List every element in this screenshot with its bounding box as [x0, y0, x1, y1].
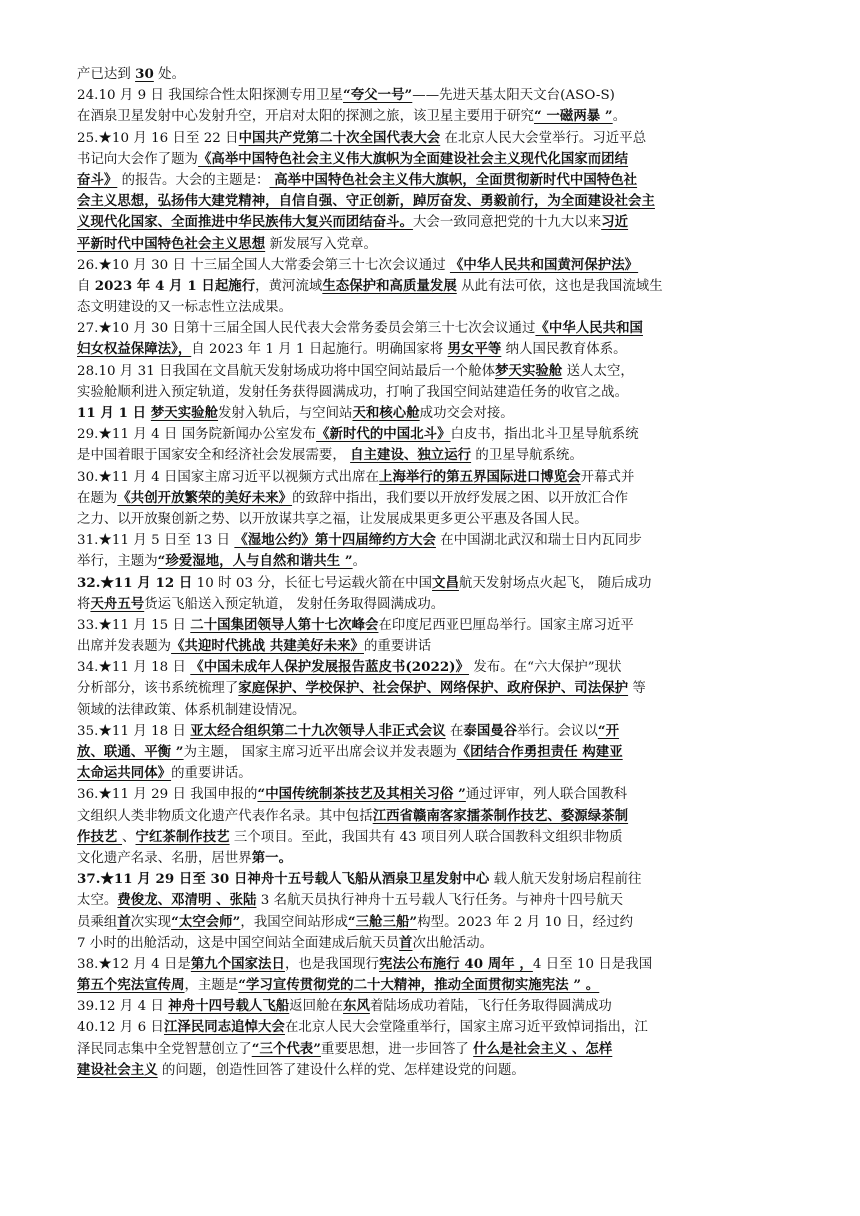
text-segment: 3 名航天员执行神舟十五号载人飞行任务。与神舟十四号航天	[256, 893, 624, 909]
text-segment: 4 日至 10 日是我国	[532, 956, 653, 972]
text-segment: 大会一致同意把党的十九大以来	[413, 215, 602, 231]
underlined-answer: 宁红茶制作技艺	[135, 828, 230, 845]
underlined-answer: 会主义思想，弘扬伟大建党精神，自信自强、守正创新，踔厉奋发、勇毅前行，为全面建设社会主	[77, 193, 655, 210]
underlined-answer: 天舟五号	[90, 595, 145, 612]
underlined-answer: 中国共产党第二十次全国代表大会	[238, 129, 441, 146]
text-segment: 文化遗产名录、名册，居世界	[77, 850, 252, 866]
text-segment: ，也是我国现行	[284, 956, 380, 972]
text-segment: 载人航天发射场启程前往	[489, 872, 642, 888]
text-line	[77, 784, 790, 805]
text-line	[77, 890, 790, 911]
underlined-answer: 平新时代中国特色社会主义思想	[77, 235, 266, 252]
underlined-answer: 江西省赣南客家擂茶制作技艺、婺源绿茶制	[372, 807, 629, 824]
text-line	[77, 509, 790, 530]
text-segment: 在	[445, 723, 464, 739]
text-segment: 泰国曼谷	[463, 722, 518, 739]
text-segment: 26.★10 月 30 日 十三届全国人大常委会第三十七次会议通过	[77, 257, 450, 273]
text-line	[77, 424, 790, 445]
underlined-answer: 什么是社会主义 、怎样	[473, 1040, 613, 1057]
text-segment: 通过评审，列人联合国教科	[465, 787, 628, 803]
underlined-answer: 建设社会主义	[77, 1061, 158, 1078]
underlined-answer: 奋斗》	[77, 171, 118, 188]
text-segment: 领域的法律政策、体系机制建设情况。	[77, 702, 306, 718]
text-segment: 泽民同志集中全党智慧创立了	[77, 1041, 252, 1057]
text-segment: 员乘组	[77, 914, 118, 930]
text-segment: 发射入轨后，与空间站	[218, 406, 353, 421]
document-body	[77, 64, 790, 1081]
text-line	[77, 975, 790, 996]
underlined-answer: 男女平等	[447, 341, 502, 358]
underlined-answer: 第九个国家法日	[190, 955, 285, 972]
underlined-answer: 《高举中国特色社会主义伟大旗帜为全面建设社会主义现代化国家而团结	[197, 150, 629, 167]
text-line	[77, 996, 790, 1017]
text-segment: 7 小时的出舱活动，这是中国空间站全面建成后航天员	[77, 935, 400, 951]
underlined-answer: 东风	[343, 998, 370, 1015]
underlined-answer: “中国传统制茶技艺及其相关习俗 ”	[257, 786, 466, 803]
underlined-answer: 义现代化国家、全面推进中华民族伟大复兴而团结奋斗。	[77, 214, 414, 231]
text-segment: 将	[77, 596, 91, 612]
underlined-answer: 梦天实验舱	[495, 362, 563, 379]
text-line	[77, 339, 790, 360]
text-line	[77, 85, 790, 106]
text-segment: 着陆场成功着陆，飞行任务取得圆满成功	[369, 999, 612, 1015]
text-line	[77, 149, 790, 170]
text-line	[77, 615, 790, 636]
text-line	[77, 657, 790, 678]
text-segment: 2023 年 4 月 1 日起施行	[94, 277, 256, 294]
underlined-answer: “开	[597, 722, 620, 739]
text-segment: 纳人国民教育体系。	[501, 342, 627, 358]
text-line	[77, 806, 790, 827]
text-segment: ，黄河流域	[255, 278, 323, 294]
text-segment: 三个项目。至此，我国共有 43 项目列人联合国教科文组织非物质	[229, 829, 623, 845]
text-line	[77, 445, 790, 466]
underlined-answer: 《共创开放繁荣的美好未来》	[117, 489, 293, 506]
underlined-answer: 《中华人民共和国黄河保护法》	[449, 256, 639, 273]
text-segment: ，主题是	[184, 978, 239, 994]
text-line	[77, 1017, 790, 1038]
text-segment: 31.★11 月 5 日至 13 日	[77, 533, 235, 549]
underlined-answer: 梦天实验舱	[150, 405, 219, 421]
underlined-answer: 天和核心舱	[352, 405, 420, 421]
text-segment: 分析部分，该书系统梳理了	[77, 681, 239, 697]
underlined-answer: 文昌	[432, 574, 459, 591]
text-segment: 28.10 月 31 日我国在文昌航天发射场成功将中国空间站最后一个舱体	[77, 363, 496, 379]
text-segment: 出席并发表题为	[77, 639, 172, 655]
text-segment: 货运飞船送入预定轨道， 发射任务取得圆满成功。	[144, 596, 445, 612]
text-segment: 的问题，创造性回答了建设什么样的党、怎样建设党的问题。	[157, 1062, 525, 1078]
underlined-answer: 亚太经合组织第二十九次领导人非正式会议	[190, 722, 446, 739]
text-line	[77, 361, 790, 382]
text-segment: 24.10 月 9 日 我国综合性太阳探测专用卫星	[77, 88, 343, 104]
text-segment: 40.12 月 6 日	[77, 1020, 164, 1036]
text-segment: 构型。2023 年 2 月 10 日，经过约	[417, 914, 634, 930]
text-line	[77, 488, 790, 509]
text-segment: 举行。会议以	[517, 723, 598, 739]
underlined-answer: 放、联通、平衡 ”	[77, 744, 184, 760]
text-segment: ——先进天基太阳天文台(ASO-S)	[412, 88, 615, 104]
text-segment: 33.★11 月 15 日	[77, 617, 191, 633]
text-segment: 书记向大会作了题为	[77, 151, 198, 167]
underlined-answer: 生态保护和高质量发展	[322, 277, 457, 294]
text-line	[77, 234, 790, 255]
text-segment: 在北京人民大会堂隆重举行，国家主席习近平致悼词指出，江	[284, 1020, 648, 1036]
text-line	[77, 1060, 790, 1081]
text-segment: 10 时 03 分，长征七号运载火箭在中国	[192, 575, 433, 591]
text-segment: 36.★11 月 29 日 我国申报的	[77, 787, 258, 803]
text-segment: 开幕式并	[580, 469, 635, 485]
underlined-answer: 上海举行的第五界国际进口博览会	[379, 468, 581, 485]
text-segment: 11 月 1 日	[77, 405, 151, 421]
text-line	[77, 467, 790, 488]
text-segment: 成功交会对接。	[419, 406, 514, 421]
text-line	[77, 212, 790, 233]
underlined-answer: 江泽民同志追悼大会	[163, 1019, 285, 1036]
text-segment: 37.★11 月 29 日至 30 日神舟十五号载人飞船从酒泉卫星发射中心	[77, 871, 490, 888]
underlined-answer: 首	[117, 913, 131, 930]
text-line	[77, 106, 790, 127]
text-segment: ，我国空间站形成	[240, 914, 348, 930]
text-line	[77, 721, 790, 742]
text-line	[77, 318, 790, 339]
text-segment: 自 2023 年 1 月 1 日起施行。明确国家将	[191, 342, 448, 358]
text-segment: 39.12 月 4 日	[77, 999, 169, 1015]
underlined-answer: 太命运共同体》	[77, 765, 172, 782]
text-line	[77, 954, 790, 975]
text-segment: 文组织人类非物质文化遗产代表作名录。其中包括	[77, 808, 373, 824]
underlined-answer: 《共迎时代挑战 共建美好未来》	[171, 638, 364, 655]
underlined-answer: 二十国集团领导人第十七次峰会	[190, 616, 379, 633]
underlined-answer: 《新时代的中国北斗》	[316, 426, 451, 443]
text-line	[77, 763, 790, 784]
underlined-answer: 第五个宪法宣传周	[77, 977, 185, 994]
underlined-answer: 高举中国特色社会主义伟大旗帜，全面贯彻新时代中国特色社	[269, 171, 638, 188]
text-segment: 在北京人民大会堂举行。习近平总	[440, 130, 647, 146]
text-line	[77, 255, 790, 276]
text-line	[77, 128, 790, 149]
text-segment: 的致辞中指出，我们要以开放纾发展之困、以开放汇合作	[292, 490, 629, 506]
text-segment: 的重要讲话。	[171, 766, 252, 782]
underlined-answer: “夸父一号”	[343, 87, 413, 104]
text-segment: 、	[122, 829, 136, 845]
text-line	[77, 403, 790, 424]
text-line	[77, 551, 790, 572]
text-segment: 产已达到	[77, 67, 136, 82]
text-segment: 发布。在“六大保护”现状	[469, 660, 622, 676]
text-line	[77, 276, 790, 297]
underlined-answer: 《中华人民共和国	[535, 320, 643, 337]
text-segment: 的重要讲话	[363, 639, 432, 655]
text-line	[77, 191, 790, 212]
text-segment: 重要思想，进一步回答了	[321, 1041, 474, 1057]
text-segment: 新发展写入党章。	[265, 236, 378, 252]
text-segment: 38.★12 月 4 日是	[77, 956, 191, 972]
underlined-answer: 习近	[601, 214, 629, 231]
underlined-answer: 《团结合作勇担责任 构建亚	[456, 744, 623, 760]
underlined-answer: 费俊龙、邓清明 、张陆	[117, 892, 257, 909]
text-segment: 30.★11 月 4 日国家主席习近平以视频方式出席在	[77, 469, 380, 485]
text-segment: 32.★11 月 12 日	[77, 574, 193, 591]
text-line	[77, 594, 790, 615]
underlined-answer: 首	[399, 934, 413, 951]
underlined-answer: 家庭保护、学校保护、社会保护、网络保护、政府保护、司法保护	[238, 680, 629, 697]
text-segment: 自	[77, 278, 95, 294]
underlined-answer: 妇女权益保障法》，	[77, 341, 192, 358]
text-segment: 航天发射场点火起飞， 随后成功	[458, 575, 652, 591]
text-segment: 等	[628, 681, 646, 697]
text-segment: 是中国着眼于国家安全和经济社会发展需要，	[77, 448, 351, 464]
underlined-answer: 《中国未成年人保护发展报告蓝皮书(2022)》	[190, 659, 470, 676]
text-segment: 之力、以开放聚创新之势、以开放谋共享之福，让发展成果更多更公平惠及各国人民。	[77, 511, 588, 527]
underlined-answer: “珍爱湿地，人与自然和谐共生 ”	[157, 553, 353, 570]
text-segment: 。	[612, 109, 627, 125]
text-line	[77, 700, 790, 721]
text-segment: 为主题， 国家主席习近平出席会议并发表题为	[183, 745, 457, 760]
text-line	[77, 678, 790, 699]
text-segment: 太空。	[77, 893, 118, 909]
text-line	[77, 530, 790, 551]
text-segment: 34.★11 月 18 日	[77, 660, 191, 676]
text-line	[77, 382, 790, 403]
text-segment: 在酒泉卫星发射中心发射升空，开启对太阳的探测之旅，该卫星主要用于研究	[77, 109, 534, 125]
underlined-answer: “三舱三船”	[347, 913, 418, 930]
text-segment: 在印度尼西亚巴厘岛举行。国家主席习近平	[378, 617, 634, 633]
text-segment: 第一。	[251, 849, 293, 866]
text-segment: 举行，主题为	[77, 554, 158, 570]
text-segment: 的报告。大会的主题是：	[117, 172, 270, 188]
underlined-answer: 宪法公布施行 40 周年 ，	[379, 955, 533, 972]
text-segment: 从此有法可依，这也是我国流域生	[456, 278, 663, 294]
underlined-answer: “三个代表”	[251, 1040, 322, 1057]
text-segment: 次出舱活动。	[412, 935, 494, 951]
text-segment: 态文明建设的又一标志性立法成果。	[77, 300, 293, 316]
text-segment: 。	[352, 554, 367, 570]
text-line	[77, 170, 790, 191]
underlined-answer: 自主建设、独立运行	[350, 447, 472, 464]
text-segment: 处。	[153, 67, 186, 82]
text-line	[77, 636, 790, 657]
underlined-answer: 《湿地公约》第十四届缔约方大会	[234, 532, 436, 549]
underlined-answer: 30	[135, 66, 154, 82]
text-segment: 返回舱在	[289, 999, 343, 1015]
underlined-answer: “ 一磁两暴 ”	[533, 108, 613, 125]
text-line	[77, 933, 790, 954]
text-segment: 25.★10 月 16 日至 22 日	[77, 130, 239, 146]
text-line	[77, 869, 790, 890]
text-line	[77, 64, 790, 85]
text-line	[77, 742, 790, 763]
text-segment: 29.★11 月 4 日 国务院新闻办公室发布	[77, 427, 317, 443]
text-segment: 白皮书，指出北斗卫星导航系统	[450, 427, 639, 443]
text-segment: 35.★11 月 18 日	[77, 723, 191, 739]
text-segment: 在题为	[77, 490, 118, 506]
text-segment: 实验舱顺利进入预定轨道，发射任务获得圆满成功，打响了我国空间站建造任务的收官之战。	[77, 384, 629, 400]
text-line	[77, 827, 790, 848]
text-segment: 的卫星导航系统。	[471, 448, 583, 464]
text-segment: 27.★10 月 30 日第十三届全国人民代表大会常务委员会第三十七次会议通过	[77, 321, 536, 337]
text-line	[77, 297, 790, 318]
text-segment: 次实现	[130, 914, 172, 930]
underlined-answer: “太空会师”	[171, 913, 241, 930]
text-line	[77, 912, 790, 933]
text-line	[77, 573, 790, 594]
underlined-answer: 神舟十四号载人飞船	[168, 998, 290, 1015]
text-segment: 送人太空，	[562, 363, 634, 379]
underlined-answer: “学习宣传贯彻党的二十大精神，推动全面贯彻实施宪法 ” 。	[238, 977, 600, 994]
text-line	[77, 848, 790, 869]
text-line	[77, 1039, 790, 1060]
text-segment: 在中国湖北武汉和瑞士日内瓦同步	[435, 533, 642, 549]
underlined-answer: 作技艺	[77, 828, 123, 845]
